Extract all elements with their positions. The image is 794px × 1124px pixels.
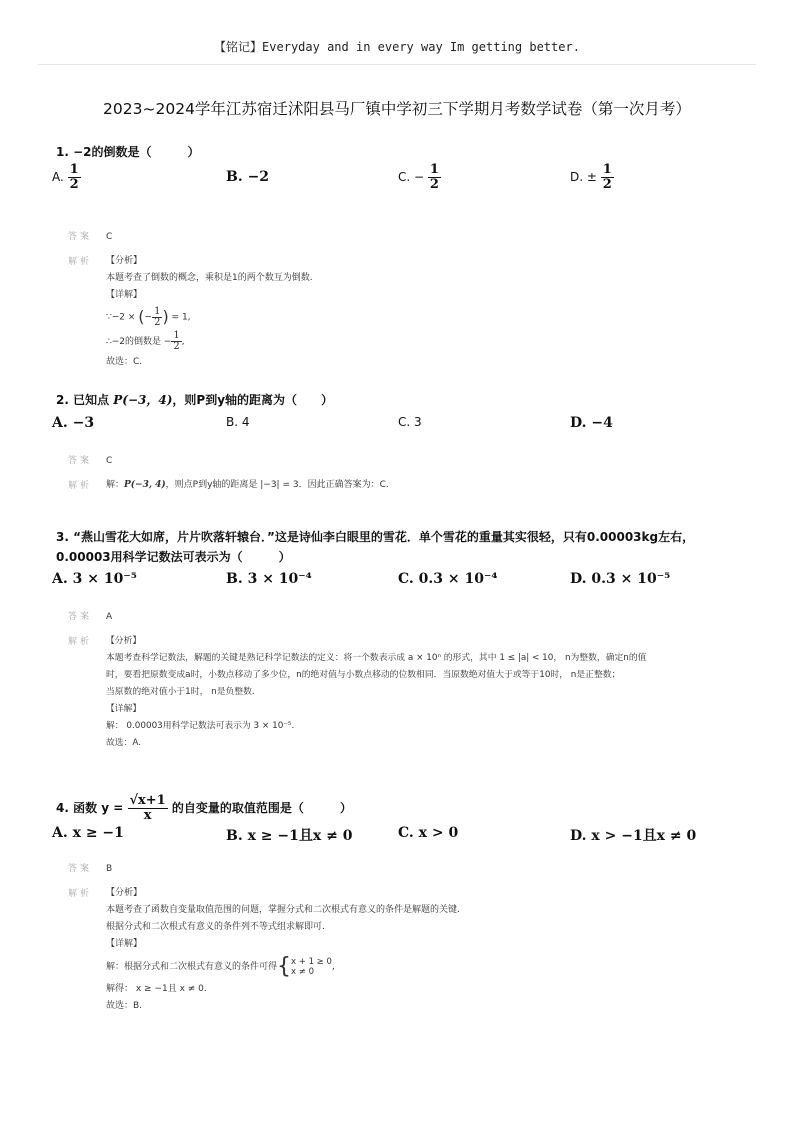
answer-label: 答案 [68, 456, 93, 466]
analysis-text: 解：P(−3, 4)，则点P到y轴的距离是 |−3| = 3．因此正确答案为：C. [106, 480, 389, 490]
answer-block [68, 861, 460, 1011]
option-a[interactable]: A. x ≥ −1 [52, 825, 124, 841]
question-4 [52, 793, 697, 1011]
analysis-text: 【分析】 本题考查了函数自变量取值范围的问题，掌握分式和二次根式有意义的条件是解题的关键. 根据分式和二次根式有意义的条件列不等式组求解即可. 【详解】 解：根据分式和二次根式有意义的条件可得 { x + 1 ≥ 0 x ≠ 0 , 解得： x ≥ −1且 x ≠ 0. 故选：B. [106, 888, 460, 1011]
answer-value: C [106, 456, 113, 466]
option-a[interactable]: A. −3 [52, 415, 95, 431]
option-b[interactable]: B. x ≥ −1且x ≠ 0 [226, 828, 353, 844]
option-a[interactable]: A. $\frac{1}{2}$ [52, 162, 79, 192]
answer-value: A [106, 612, 113, 622]
option-b[interactable]: B. 3 × 10⁻⁴ [226, 571, 312, 587]
answer-label: 答案 [68, 612, 93, 622]
option-c[interactable]: C. − $\frac{1}{2}$ [398, 162, 439, 192]
answer-block [68, 229, 313, 374]
analysis-label: 解析 [68, 889, 93, 899]
fraction: $\frac{√x+1}{x}$ [129, 793, 166, 823]
answer-label: 答案 [68, 864, 93, 874]
option-d[interactable]: D. −4 [570, 415, 613, 431]
page-title: 2023~2024学年江苏宿迁沭阳县马厂镇中学初三下学期月考数学试卷（第一次月考） [103, 100, 691, 118]
option-b[interactable]: B. −2 [226, 169, 270, 185]
answer-value: B [106, 864, 113, 874]
answer-value: C [106, 232, 113, 242]
analysis-label: 解析 [68, 257, 93, 267]
analysis-text: 【分析】 本题考查了倒数的概念，乘积是1的两个数互为倒数. 【详解】 ∵−2 × (− $\frac{1}{2}$ ) = 1, ∴−2的倒数是 − $\frac{1}{2}$ , 故选：C. [106, 256, 313, 367]
option-d[interactable]: D. ± $\frac{1}{2}$ [570, 162, 612, 192]
fraction: $\frac{1}{2}$ [429, 162, 439, 192]
header-divider [38, 64, 756, 65]
answer-block [68, 609, 746, 749]
option-a[interactable]: A. 3 × 10⁻⁵ [52, 571, 137, 587]
question-3-stem: 3. “燕山雪花大如席，片片吹落轩辕台．”这是诗仙李白眼里的雪花．单个雪花的重量其实很轻，只有0.00003kg左右，0.00003用科学记数法可表示为（ ） [56, 530, 695, 564]
page-header: 【铭记】Everyday and in every way Im getting better. [214, 40, 580, 54]
question-1-stem: 1. −2的倒数是（ ） [56, 145, 200, 159]
question-2-stem: 2. 已知点 P(−3，4)，则P到y轴的距离为（ ） [56, 393, 334, 407]
question-1-options [52, 161, 612, 201]
fraction: $\frac{1}{2}$ [602, 162, 612, 192]
analysis-label: 解析 [68, 481, 93, 491]
answer-label: 答案 [68, 232, 93, 242]
question-3 [52, 527, 746, 749]
fraction: $\frac{1}{2}$ [69, 162, 79, 192]
question-3-options [52, 567, 746, 597]
option-d[interactable]: D. 0.3 × 10⁻⁵ [570, 571, 671, 587]
option-c[interactable]: C. x > 0 [398, 825, 459, 841]
option-d[interactable]: D. x > −1且x ≠ 0 [570, 828, 697, 844]
question-4-options [52, 823, 697, 853]
question-1 [52, 143, 612, 374]
question-4-stem: 4. 函数 y = $\frac{√x+1}{x}$ 的自变量的取值范围是（ ） [56, 793, 352, 823]
question-2 [52, 391, 613, 493]
question-2-options [52, 409, 613, 439]
answer-block [68, 453, 389, 493]
option-c[interactable]: C. 0.3 × 10⁻⁴ [398, 571, 498, 587]
analysis-label: 解析 [68, 637, 93, 647]
analysis-text: 【分析】 本题考查科学记数法，解题的关键是熟记科学记数法的定义：将一个数表示成 a × 10ⁿ 的形式，其中 1 ≤ |a| < 10， n为整数，确定n的值 时，要看把原数变成a时，小数点移动了多少位，n的绝对值与小数点移动的位数相同．当原数绝对值大于或等于10时， n是正整数； 当原数的绝对值小于1时， n是负整数. 【详解】 解： 0.00003用科学记数法可表示为 3 × 10⁻⁵. 故选：A. [106, 636, 647, 748]
option-b[interactable]: B. 4 [226, 415, 250, 429]
option-c[interactable]: C. 3 [398, 415, 422, 429]
